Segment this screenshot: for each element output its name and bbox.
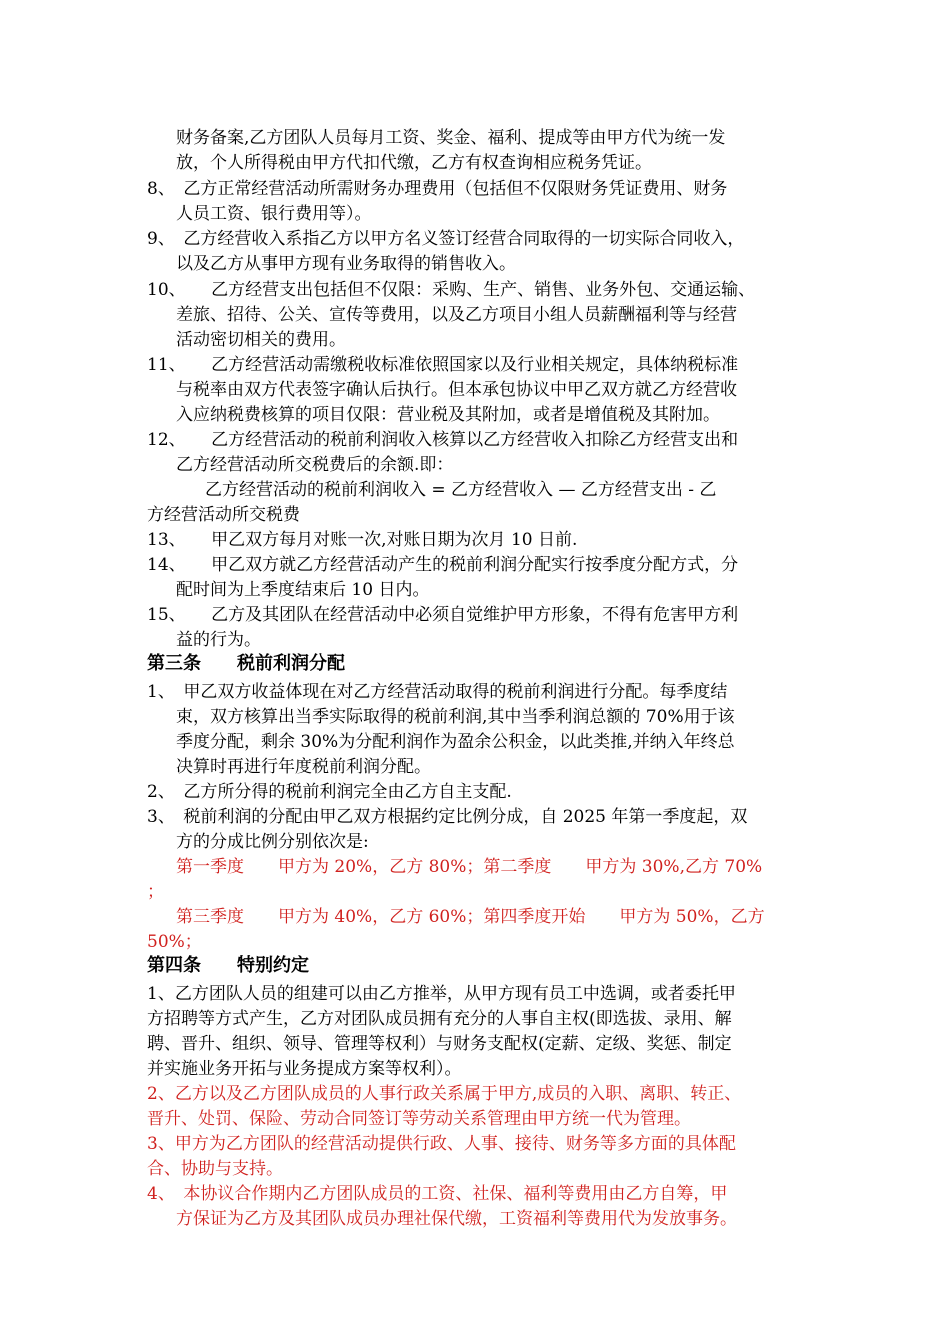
text-line: 束，双方核算出当季实际取得的税前利润,其中当季利润总额的 70%用于该: [176, 707, 735, 727]
text-line: 12、 乙方经营活动的税前利润收入核算以乙方经营收入扣除乙方经营支出和: [147, 430, 739, 450]
text-line: 2、 乙方所分得的税前利润完全由乙方自主支配.: [147, 782, 512, 802]
text-line: 财务备案,乙方团队人员每月工资、奖金、福利、提成等由甲方代为统一发: [176, 128, 726, 148]
text-line: 14、 甲乙双方就乙方经营活动产生的税前利润分配实行按季度分配方式，分: [147, 555, 739, 575]
ratio-line: 50%；: [147, 932, 202, 952]
text-line: 决算时再进行年度税前利润分配。: [176, 757, 431, 777]
text-line: 活动密切相关的费用。: [176, 330, 346, 350]
ratio-line: ；: [147, 882, 164, 902]
section-heading-article-4: 第四条 特别约定: [147, 955, 309, 976]
ratio-line: 第三季度 甲方为 40%，乙方 60%；第四季度开始 甲方为 50%，乙方: [176, 907, 765, 927]
text-line-red: 方保证为乙方及其团队成员办理社保代缴，工资福利等费用代为发放事务。: [176, 1209, 737, 1229]
text-line: 方的分成比例分别依次是:: [176, 832, 369, 852]
text-line: 与税率由双方代表签字确认后执行。但本承包协议中甲乙双方就乙方经营收: [176, 380, 737, 400]
text-line: 1、 甲乙双方收益体现在对乙方经营活动取得的税前利润进行分配。每季度结: [147, 682, 728, 702]
ratio-line: 第一季度 甲方为 20%，乙方 80%；第二季度 甲方为 30%,乙方 70%: [176, 857, 763, 877]
text-line: 并实施业务开拓与业务提成方案等权利）。: [147, 1059, 462, 1079]
section-heading-article-3: 第三条 税前利润分配: [147, 653, 345, 674]
formula-line: 乙方经营活动的税前利润收入 = 乙方经营收入 — 乙方经营支出 - 乙: [205, 480, 717, 500]
text-line: 乙方经营活动所交税费后的余额.即：: [176, 455, 454, 475]
formula-line: 方经营活动所交税费: [147, 505, 300, 525]
text-line: 3、 税前利润的分配由甲乙双方根据约定比例分成，自 2025 年第一季度起，双: [147, 807, 748, 827]
text-line: 1、乙方团队人员的组建可以由乙方推举，从甲方现有员工中选调，或者委托甲: [147, 984, 736, 1004]
text-line: 方招聘等方式产生，乙方对团队成员拥有充分的人事自主权(即选拔、录用、解: [147, 1009, 732, 1029]
text-line: 聘、晋升、组织、领导、管理等权利）与财务支配权(定薪、定级、奖惩、制定: [147, 1034, 732, 1054]
text-line: 9、 乙方经营收入系指乙方以甲方名义签订经营合同取得的一切实际合同收入，: [147, 229, 745, 249]
text-line-red: 4、 本协议合作期内乙方团队成员的工资、社保、福利等费用由乙方自筹，甲: [147, 1184, 728, 1204]
text-line-red: 3、甲方为乙方团队的经营活动提供行政、人事、接待、财务等多方面的具体配: [147, 1134, 736, 1154]
text-line-red: 晋升、处罚、保险、劳动合同签订等劳动关系管理由甲方统一代为管理。: [147, 1109, 691, 1129]
text-line: 差旅、招待、公关、宣传等费用，以及乙方项目小组人员薪酬福利等与经营: [176, 305, 737, 325]
text-line: 11、 乙方经营活动需缴税收标准依照国家以及行业相关规定，具体纳税标准: [147, 355, 739, 375]
text-line-red: 2、乙方以及乙方团队成员的人事行政关系属于甲方,成员的入职、离职、转正、: [147, 1084, 742, 1104]
text-line: 以及乙方从事甲方现有业务取得的销售收入。: [176, 254, 516, 274]
text-line: 10、 乙方经营支出包括但不仅限：采购、生产、销售、业务外包、交通运输、: [147, 280, 756, 300]
text-line: 13、 甲乙双方每月对账一次,对账日期为次月 10 日前.: [147, 530, 578, 550]
text-line: 益的行为。: [176, 630, 261, 650]
text-line: 放，个人所得税由甲方代扣代缴，乙方有权查询相应税务凭证。: [176, 153, 652, 173]
text-line: 15、 乙方及其团队在经营活动中必须自觉维护甲方形象，不得有危害甲方利: [147, 605, 739, 625]
text-line: 配时间为上季度结束后 10 日内。: [176, 580, 430, 600]
text-line-red: 合、协助与支持。: [147, 1159, 283, 1179]
text-line: 人员工资、银行费用等）。: [176, 204, 372, 224]
text-line: 8、 乙方正常经营活动所需财务办理费用（包括但不仅限财务凭证费用、财务: [147, 179, 728, 199]
text-line: 季度分配，剩余 30%为分配利润作为盈余公积金，以此类推,并纳入年终总: [176, 732, 735, 752]
text-line: 入应纳税费核算的项目仅限：营业税及其附加，或者是增值税及其附加。: [176, 405, 720, 425]
